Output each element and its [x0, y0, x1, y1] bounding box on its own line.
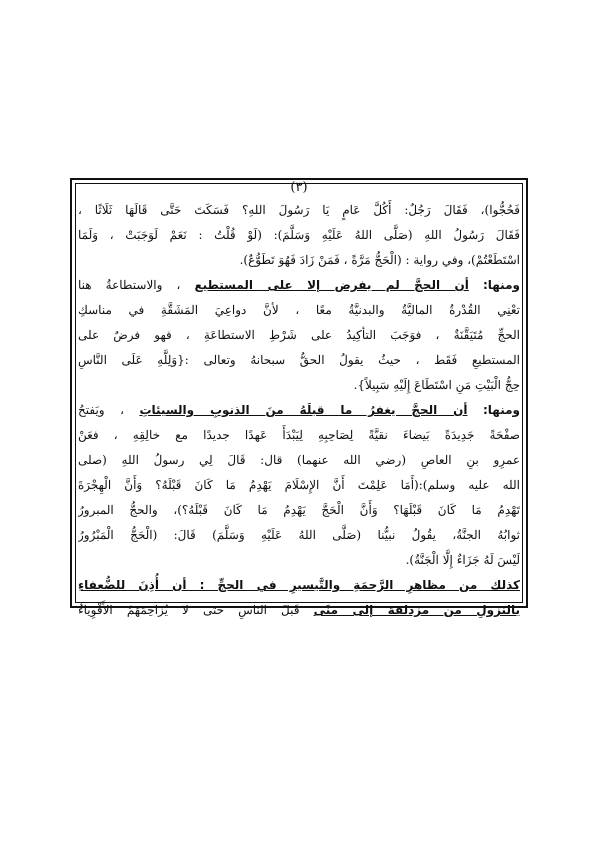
text-line [78, 598, 520, 623]
paragraph-istitaah [78, 273, 520, 398]
text-run: ، والاستطاعةُ هنا [78, 278, 181, 292]
paragraph-hadith-hajj-once [78, 198, 520, 273]
lead-word: ومنها: [482, 403, 520, 417]
paragraph-ease [78, 573, 520, 623]
text-run: ، ويَفتحُ [78, 403, 124, 417]
text-line: المستطيعِ فَقَط ، حيثُ يقولُ الحقُّ سبحانهُ وتعالى :{وَلِلَّهِ عَلَى النَّاسِ [78, 353, 520, 367]
text-line: اسْتَطَعْتُمْ)، وفي رواية : (الْحَجُّ مَرَّةً ، فَمَنْ زَادَ فَهُوَ تَطَوُّعٌ). [239, 253, 520, 267]
text-line: صفْحَةً جَدِيدَةً بَيضاءَ نقيَّةً لِصَاحِبِهِ لِيَبْدَأَ عَهدًا جديدًا مع خالِقِهِ ، فعَنْ [78, 428, 520, 442]
text-line [78, 573, 520, 598]
text-line: فَحُجُّوا)، فَقَالَ رَجُلٌ: أَكُلَّ عَامٍ يَا رَسُولَ اللهِ؟ فَسَكَتَ حَتَّى قَالَهَا ثَلَاثًا ، [78, 203, 520, 217]
text-line: عمرِو بنِ العاصِ (رضي الله عنهما) قال: قَالَ لِي رسولُ اللهِ (صلى [78, 453, 520, 467]
text-run: قَبلَ الناسِ حتى لا يُزاحِمَهُمُ الأَقْوِياءُ [78, 603, 300, 617]
section-heading-continued: بالنزولِ من مزدلفةَ إلى منًى [313, 603, 520, 617]
text-line: حِجُّ الْبَيْتِ مَنِ اسْتَطَاعَ إِلَيْهِ سَبِيلاً}. [353, 378, 520, 392]
page-number: (٣) [290, 180, 308, 195]
section-heading: أن الحجَّ لم يفرض إلا على المستطيع [194, 278, 469, 292]
text-line: الحجِّ مُتَيَقَّنَةٌ ، فوَجَبَ التأكِيدُ على شَرْطِ الاستطاعَةِ ، فهو فرضٌ على [78, 328, 520, 342]
section-heading: كذلك من مظاهرِ الرَّحمَةِ والتَّيسيرِ في الحجِّ : أن أُذِنَ للضُّعفاءِ [78, 578, 520, 592]
paragraph-forgiveness [78, 398, 520, 573]
section-heading: أن الحجَّ يغفرُ ما قبلَهُ منَ الذنوبِ والسيئاتِ [139, 403, 468, 417]
text-line: لَيْسَ لَهُ جَزَاءٌ إِلَّا الْجَنَّةُ). [405, 553, 520, 567]
text-line: فَقَالَ رَسُولُ اللهِ (صَلَّى اللهُ عَلَيْهِ وَسَلَّمَ): (لَوْ قُلْتُ : نَعَمْ لَوَجَبَتْ ، وَلَمَا [78, 228, 520, 242]
text-line [78, 398, 520, 423]
lead-word: ومنها: [482, 278, 520, 292]
page-content [78, 180, 520, 623]
text-line: تعْنِي القُدْرةُ الماليَّةُ والبدنيَّةُ معًا ، لأنَّ دواعِيَ المَشَقَّةِ في مناسكِ [78, 303, 520, 317]
text-line: الله عليه وسلم):(أَمَا عَلِمْتَ أَنَّ الإِسْلَامَ يَهْدِمُ مَا كَانَ قَبْلَهُ؟ وَأَنَّ الْهِجْرَةَ [78, 478, 520, 492]
text-line: تَهْدِمُ مَا كَانَ قَبْلَهَا؟ وَأَنَّ الْحَجَّ يَهْدِمُ مَا كَانَ قَبْلَهُ؟)، والحجُّ المبرورُ [78, 503, 520, 517]
text-line: ثوابُهُ الجنَّةُ، يقُولُ نبيُّنا (صَلَّى اللهُ عَلَيْهِ وَسَلَّمَ) قَالَ: (الْحَجُّ الْمَبْرُورُ [78, 528, 520, 542]
text-line [78, 273, 520, 298]
